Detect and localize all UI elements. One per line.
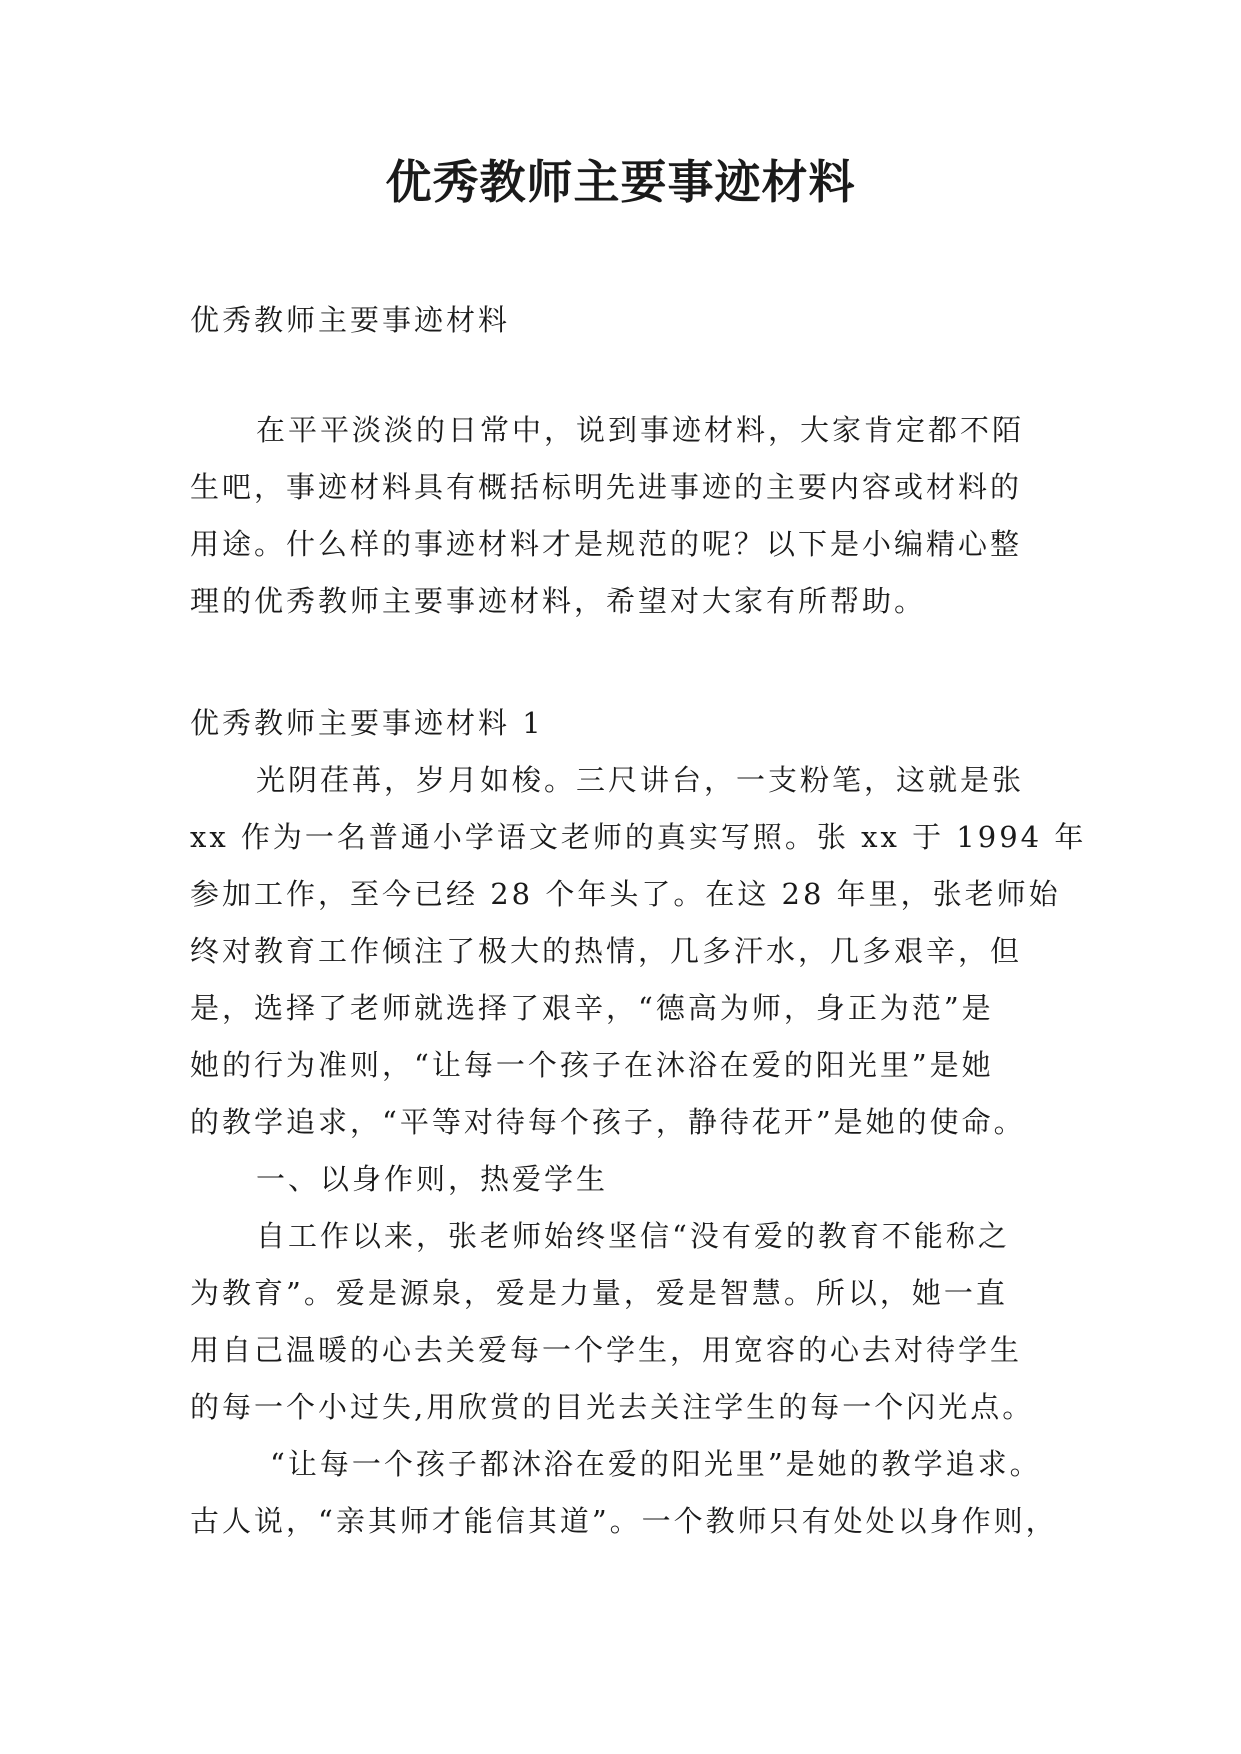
paragraph-line: “让每一个孩子都沐浴在爱的阳光里”是她的教学追求。 — [270, 1447, 1042, 1481]
page-title: 优秀教师主要事迹材料 — [385, 155, 856, 209]
subheading: 一、以身作则，热爱学生 — [256, 1162, 609, 1196]
paragraph-line: 终对教育工作倾注了极大的热情，几多汗水，几多艰辛，但 — [190, 934, 1023, 968]
paragraph-line: 她的行为准则，“让每一个孩子在沐浴在爱的阳光里”是她 — [190, 1048, 994, 1082]
paragraph-line: 的教学追求，“平等对待每个孩子，静待花开”是她的使命。 — [190, 1105, 1026, 1139]
subtitle: 优秀教师主要事迹材料 — [190, 303, 511, 337]
paragraph-line: 的每一个小过失,用欣赏的目光去关注学生的每一个闪光点。 — [190, 1390, 1035, 1424]
paragraph-line: 为教育”。爱是源泉，爱是力量，爱是智慧。所以，她一直 — [190, 1276, 1008, 1310]
paragraph-line: 古人说，“亲其师才能信其道”。一个教师只有处处以身作则， — [190, 1504, 1058, 1538]
intro-line: 用途。什么样的事迹材料才是规范的呢？以下是小编精心整 — [190, 527, 1023, 561]
intro-line: 理的优秀教师主要事迹材料，希望对大家有所帮助。 — [190, 584, 927, 618]
paragraph-line: 用自己温暖的心去关爱每一个学生，用宽容的心去对待学生 — [190, 1333, 1023, 1367]
paragraph-line: xx 作为一名普通小学语文老师的真实写照。张 xx 于 1994 年 — [190, 820, 1087, 854]
paragraph-line: 是，选择了老师就选择了艰辛，“德高为师，身正为范”是 — [190, 991, 994, 1025]
paragraph-line: 光阴荏苒，岁月如梭。三尺讲台，一支粉笔，这就是张 — [256, 763, 1025, 797]
intro-line: 在平平淡淡的日常中，说到事迹材料，大家肯定都不陌 — [256, 413, 1025, 447]
intro-line: 生吧，事迹材料具有概括标明先进事迹的主要内容或材料的 — [190, 470, 1023, 504]
paragraph-line: 参加工作，至今已经 28 个年头了。在这 28 年里，张老师始 — [190, 877, 1061, 911]
paragraph-line: 自工作以来，张老师始终坚信“没有爱的教育不能称之 — [256, 1219, 1010, 1253]
section-heading: 优秀教师主要事迹材料 1 — [190, 706, 544, 740]
